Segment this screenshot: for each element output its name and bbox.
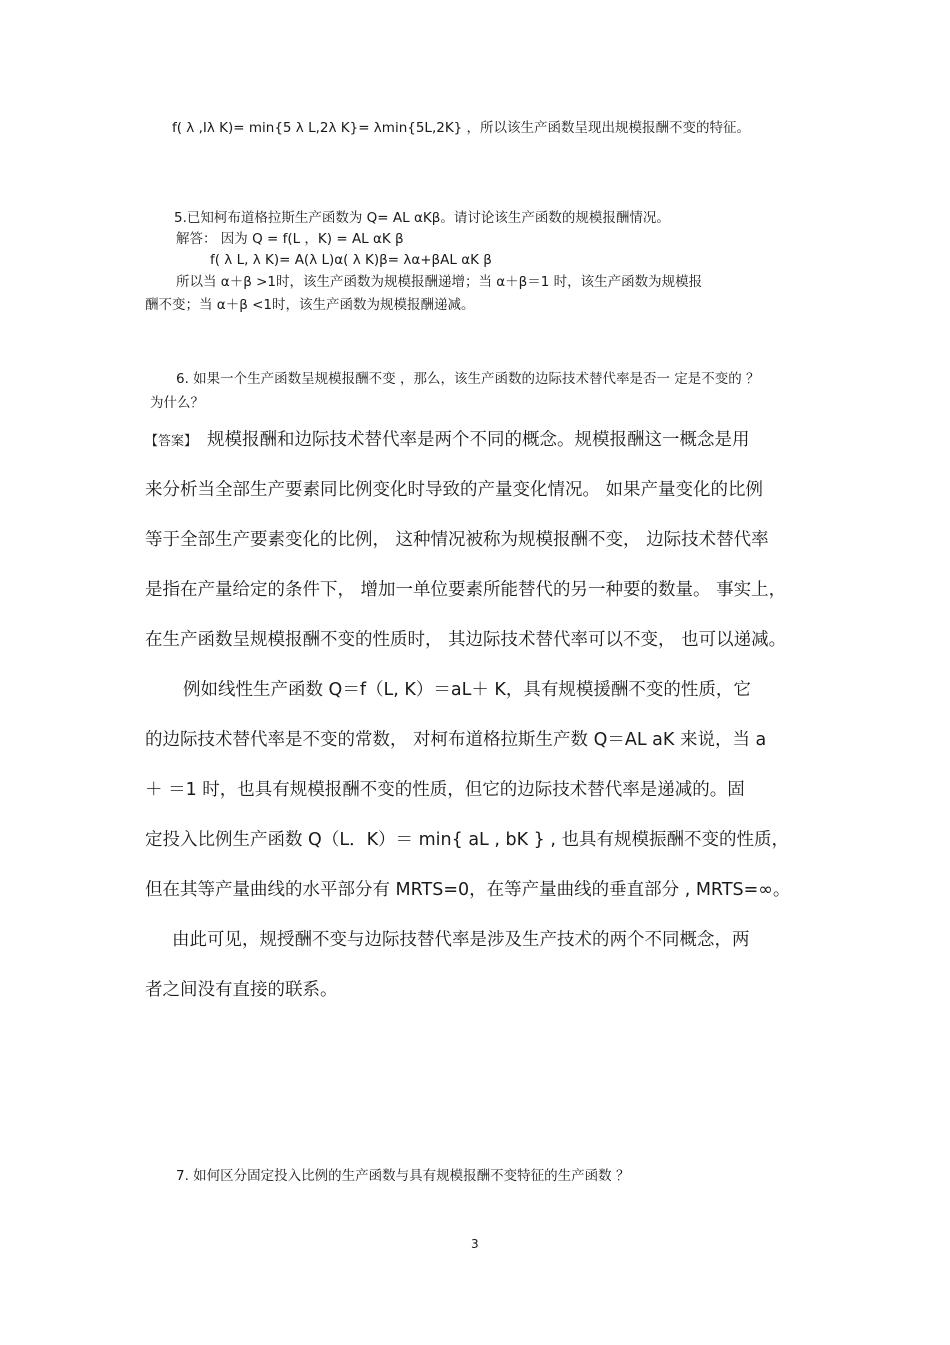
answer-6-paragraph-line-11: 由此可见，规授酬不变与边际技替代率是涉及生产技术的两个不同概念，两: [172, 930, 750, 950]
intro-line: f( λ ,Iλ K)= min{5 λ L,2λ K}= λmin{5L,2K} ，所以该生产函数呈现出规模报酬不变的特征。: [172, 120, 751, 136]
question-7: 7. 如何区分固定投入比例的生产函数与具有规模报酬不变特征的生产函数 ？: [176, 1168, 630, 1184]
answer-6-paragraph-line-10: 但在其等产量曲线的水平部分有 MRTS=0，在等产量曲线的垂直部分 , MRTS=∞。: [145, 880, 791, 900]
question-6-line-1: 6. 如果一个生产函数呈规模报酬不变 ，那么，该生产函数的边际技术替代率是否一 定是不变的 ？: [176, 371, 760, 387]
question-5: 5.已知柯布道格拉斯生产函数为 Q= AL αKβ。请讨论该生产函数的规模报酬情况。: [174, 210, 670, 226]
question-6-line-2: 为什么？: [150, 395, 204, 411]
page-number: 3: [471, 1237, 479, 1251]
answer-5-line-4: 酬不变；当 α＋β <1时，该生产函数为规模报酬递减。: [145, 297, 475, 313]
answer-6-paragraph-line-4: 是指在产量给定的条件下， 增加一单位要素所能替代的另一种要的数量。 事实上，: [145, 580, 787, 600]
answer-6-paragraph-line-12: 者之间没有直接的联系。: [145, 980, 338, 1000]
answer-tag: 【答案】: [145, 434, 198, 449]
answer-5-line-3: 所以当 α＋β >1时，该生产函数为规模报酬递增；当 α＋β＝1 时，该生产函数为规模报: [176, 274, 703, 290]
answer-6-paragraph-line-7: 的边际技术替代率是不变的常数， 对柯布道格拉斯生产数 Q＝AL aK 来说，当 a: [145, 730, 767, 750]
answer-6-paragraph-line-2: 来分析当全部生产要素同比例变化时导致的产量变化情况。 如果产量变化的比例: [145, 480, 764, 500]
answer-6-paragraph-line-1: 规模报酬和边际技术替代率是两个不同的概念。规模报酬这一概念是用: [207, 430, 750, 450]
answer-6-paragraph-line-6: 例如线性生产函数 Q＝f（L, K）＝aL＋ K，具有规模援酬不变的性质，它: [183, 680, 751, 700]
answer-6-paragraph-line-9: 定投入比例生产函数 Q（L．K）＝ min{ aL , bK } , 也具有规模振酬不变的性质，: [145, 830, 789, 850]
answer-6-paragraph-line-5: 在生产函数呈规模报酬不变的性质时， 其边际技术替代率可以不变， 也可以递减。: [145, 630, 787, 650]
answer-6-paragraph-line-8: ＋ ＝1 时，也具有规模报酬不变的性质，但它的边际技术替代率是递减的。固: [145, 780, 745, 800]
answer-6-paragraph-line-3: 等于全部生产要素变化的比例， 这种情况被称为规模报酬不变， 边际技术替代率: [145, 530, 769, 550]
answer-5-line-2: f( λ L, λ K)= A(λ L)α( λ K)β= λα+βAL αK β: [210, 252, 492, 268]
answer-5-line-1: 解答： 因为 Q = f(L ，K) = AL αK β: [176, 231, 404, 247]
